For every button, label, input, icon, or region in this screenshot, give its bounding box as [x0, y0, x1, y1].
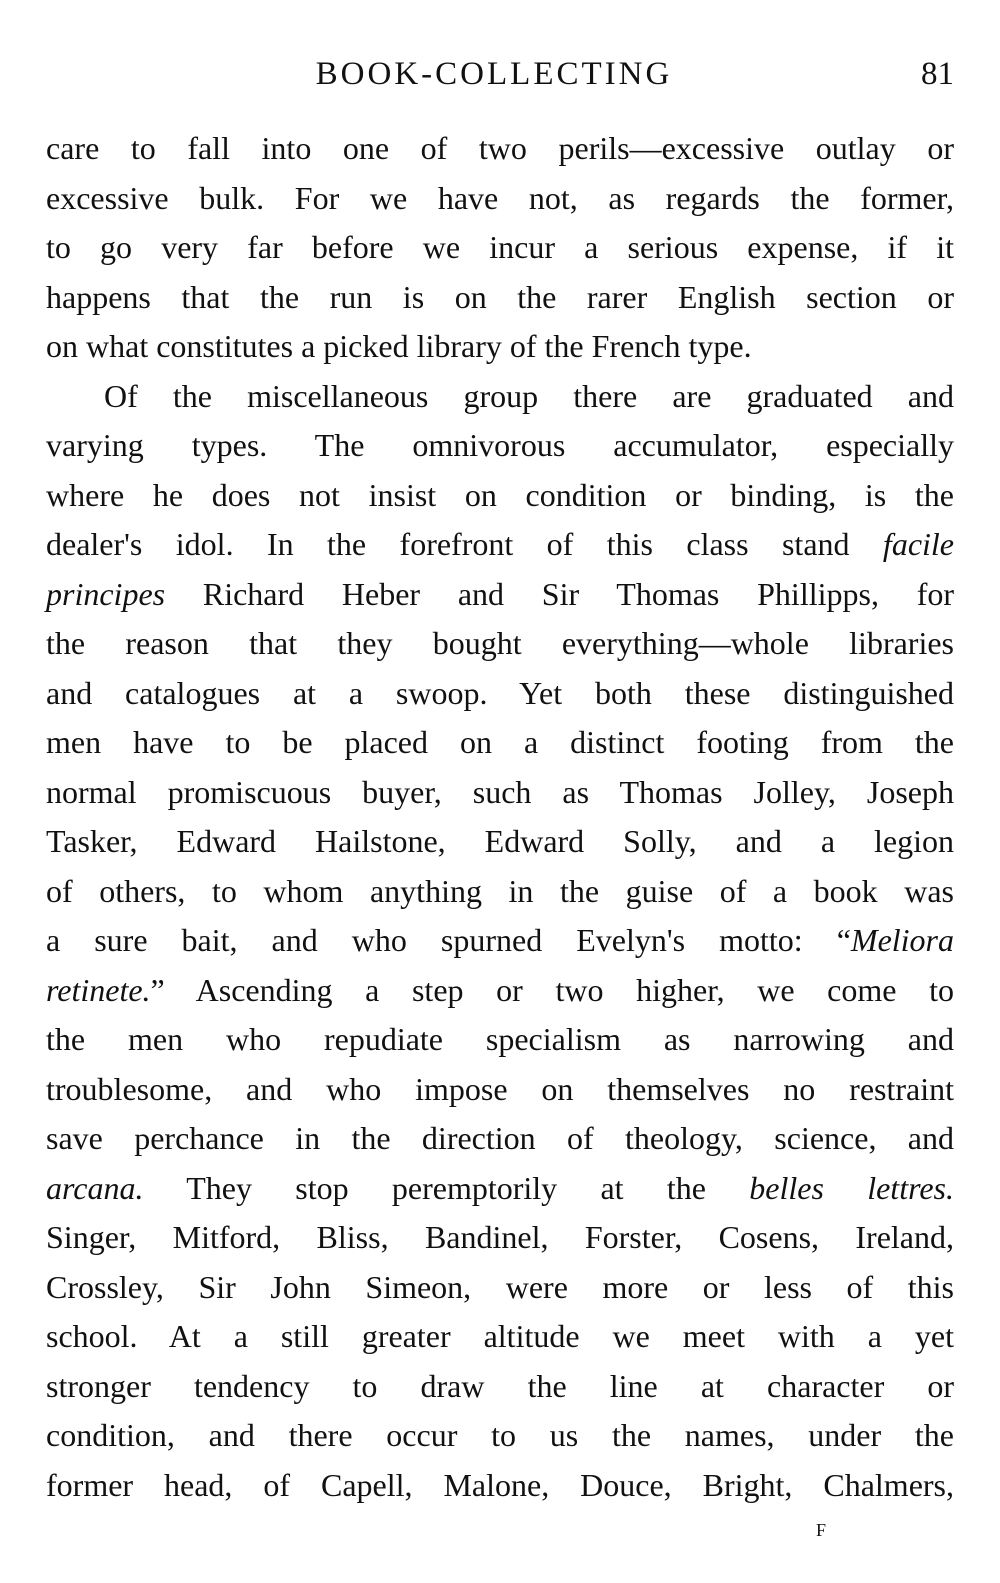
text-line: the reason that they bought everything—whole libraries [46, 625, 954, 661]
text-line: varying types. The omnivorous accumulator, especially [46, 427, 954, 463]
text-line: former head, of Capell, Malone, Douce, Bright, Chalmers, [46, 1466, 954, 1503]
text-line [46, 520, 954, 570]
text-line: normal promiscuous buyer, such as Thomas Jolley, Joseph [46, 773, 954, 810]
text-line [46, 570, 954, 620]
text-run: dealer's idol. In the forefront of this class stand [46, 526, 883, 562]
text-line [46, 966, 954, 1016]
italic-text: principes [46, 575, 166, 612]
text-line: where he does not insist on condition or binding, is the [46, 476, 954, 513]
text-line: the men who repudiate specialism as narrowing and [46, 1021, 954, 1057]
text-line: care to fall into one of two perils—excessive outlay or [46, 130, 954, 166]
text-run: Richard Heber and Sir Thomas Phillipps, for [165, 575, 954, 612]
text-line [46, 1164, 954, 1214]
italic-text: belles lettres. [749, 1169, 955, 1206]
text-run: a sure bait, and who spurned Evelyn's motto: “ [46, 922, 851, 958]
text-line: and catalogues at a swoop. Yet both these distinguished [46, 674, 954, 711]
italic-text: Meliora [850, 922, 954, 958]
signature-mark: F [816, 1520, 827, 1540]
text-line: school. At a still greater altitude we meet with a yet [46, 1318, 954, 1354]
text-run: They stop peremptorily at the [143, 1169, 750, 1206]
text-line: Crossley, Sir John Simeon, were more or less of this [46, 1268, 954, 1305]
text-line: men have to be placed on a distinct footing from the [46, 724, 954, 760]
text-line: troublesome, and who impose on themselves no restraint [46, 1070, 954, 1107]
italic-text: retinete. [46, 971, 151, 1008]
text-line: condition, and there occur to us the names, under the [46, 1417, 954, 1453]
text-line: happens that the run is on the rarer English section or [46, 278, 954, 315]
body-text [46, 124, 954, 1510]
text-run: ” Ascending a step or two higher, we come to [150, 971, 954, 1008]
text-line: Tasker, Edward Hailstone, Edward Solly, and a legion [46, 823, 954, 859]
italic-text: arcana. [46, 1169, 144, 1206]
page-number: 81 [921, 56, 954, 92]
italic-text: facile [882, 526, 954, 562]
text-line: to go very far before we incur a serious expense, if it [46, 229, 954, 265]
text-line: stronger tendency to draw the line at character or [46, 1367, 954, 1404]
text-line: excessive bulk. For we have not, as regards the former, [46, 179, 954, 216]
text-line: on what constitutes a picked library of the French type. [46, 328, 752, 364]
text-line: Singer, Mitford, Bliss, Bandinel, Forster, Cosens, Ireland, [46, 1219, 954, 1255]
text-line: Of the miscellaneous group there are graduated and [104, 377, 954, 414]
text-line: save perchance in the direction of theology, science, and [46, 1120, 954, 1156]
text-line [46, 916, 954, 966]
running-header: BOOK-COLLECTING [315, 56, 673, 92]
text-line: of others, to whom anything in the guise of a book was [46, 872, 954, 909]
